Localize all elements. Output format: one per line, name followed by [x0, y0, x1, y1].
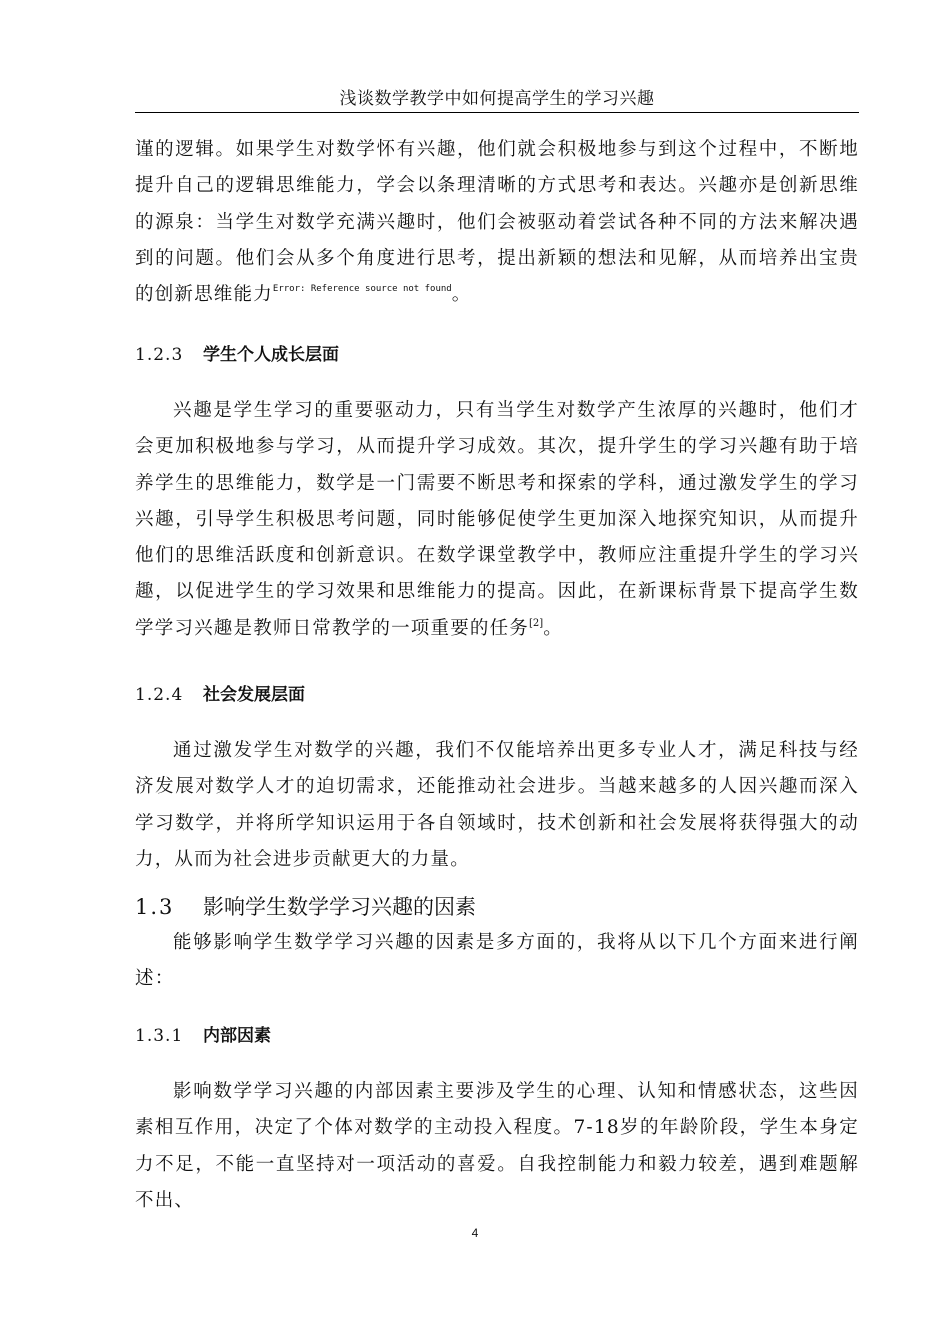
paragraph-continuation — [135, 132, 859, 313]
paragraph-text: 谨的逻辑。如果学生对数学怀有兴趣，他们就会积极地参与到这个过程中，不断地提升自己的逻辑思维能力，学会以条理清晰的方式思考和表达。兴趣亦是创新思维的源泉：当学生对数学充满兴趣时，他们会被驱动着尝试各种不同的方法来解决遇到的问题。他们会从多个角度进行思考，提出新颖的想法和见解，从而培养出宝贵的创新思维能力 — [135, 139, 859, 306]
paragraph-1-2-3 — [135, 393, 859, 647]
heading-1-3-1 — [135, 1024, 271, 1048]
running-header: 浅谈数学教学中如何提高学生的学习兴趣 — [135, 88, 859, 113]
heading-title: 学生个人成长层面 — [203, 345, 339, 365]
page-number: 4 — [471, 1226, 479, 1240]
heading-1-2-4 — [135, 683, 305, 707]
heading-number: 1.2.4 — [135, 685, 184, 705]
reference-error: Error: Reference source not found — [272, 284, 452, 295]
paragraph-1-3-1: 影响数学学习兴趣的内部因素主要涉及学生的心理、认知和情感状态，这些因素相互作用，决定了个体对数学的主动投入程度。7-18岁的年龄阶段，学生本身定力不足，不能一直坚持对一项活动的喜爱。自我控制能力和毅力较差，遇到难题解不出、 — [135, 1081, 859, 1211]
paragraph-1-2-4: 通过激发学生对数学的兴趣，我们不仅能培养出更多专业人才，满足科技与经济发展对数学人才的迫切需求，还能推动社会进步。当越来越多的人因兴趣而深入学习数学，并将所学知识运用于各自领域时，技术创新和社会发展将获得强大的动力，从而为社会进步贡献更大的力量。 — [135, 740, 859, 870]
heading-title: 影响学生数学学习兴趣的因素 — [203, 895, 476, 919]
paragraph-end: 。 — [543, 617, 563, 639]
heading-title: 社会发展层面 — [203, 685, 305, 705]
heading-title: 内部因素 — [203, 1026, 271, 1046]
citation: [2] — [529, 617, 544, 629]
heading-number: 1.3.1 — [135, 1026, 184, 1046]
paragraph-text: 兴趣是学生学习的重要驱动力，只有当学生对数学产生浓厚的兴趣时，他们才会更加积极地参与学习，从而提升学习成效。其次，提升学生的学习兴趣有助于培养学生的思维能力，数学是一门需要不断思考和探索的学科，通过激发学生的学习兴趣，引导学生积极思考问题，同时能够促使学生更加深入地探究知识，从而提升他们的思维活跃度和创新意识。在数学课堂教学中，教师应注重提升学生的学习兴趣，以促进学生的学习效果和思维能力的提高。因此，在新课标背景下提高学生数学学习兴趣是教师日常教学的一项重要的任务 — [135, 400, 859, 639]
heading-1-3 — [135, 893, 476, 921]
heading-1-2-3 — [135, 343, 339, 367]
paragraph-1-3: 能够影响学生数学学习兴趣的因素是多方面的，我将从以下几个方面来进行阐述： — [135, 932, 859, 990]
heading-number: 1.2.3 — [135, 345, 184, 365]
paragraph-end: 。 — [451, 284, 472, 306]
heading-number: 1.3 — [135, 895, 175, 919]
